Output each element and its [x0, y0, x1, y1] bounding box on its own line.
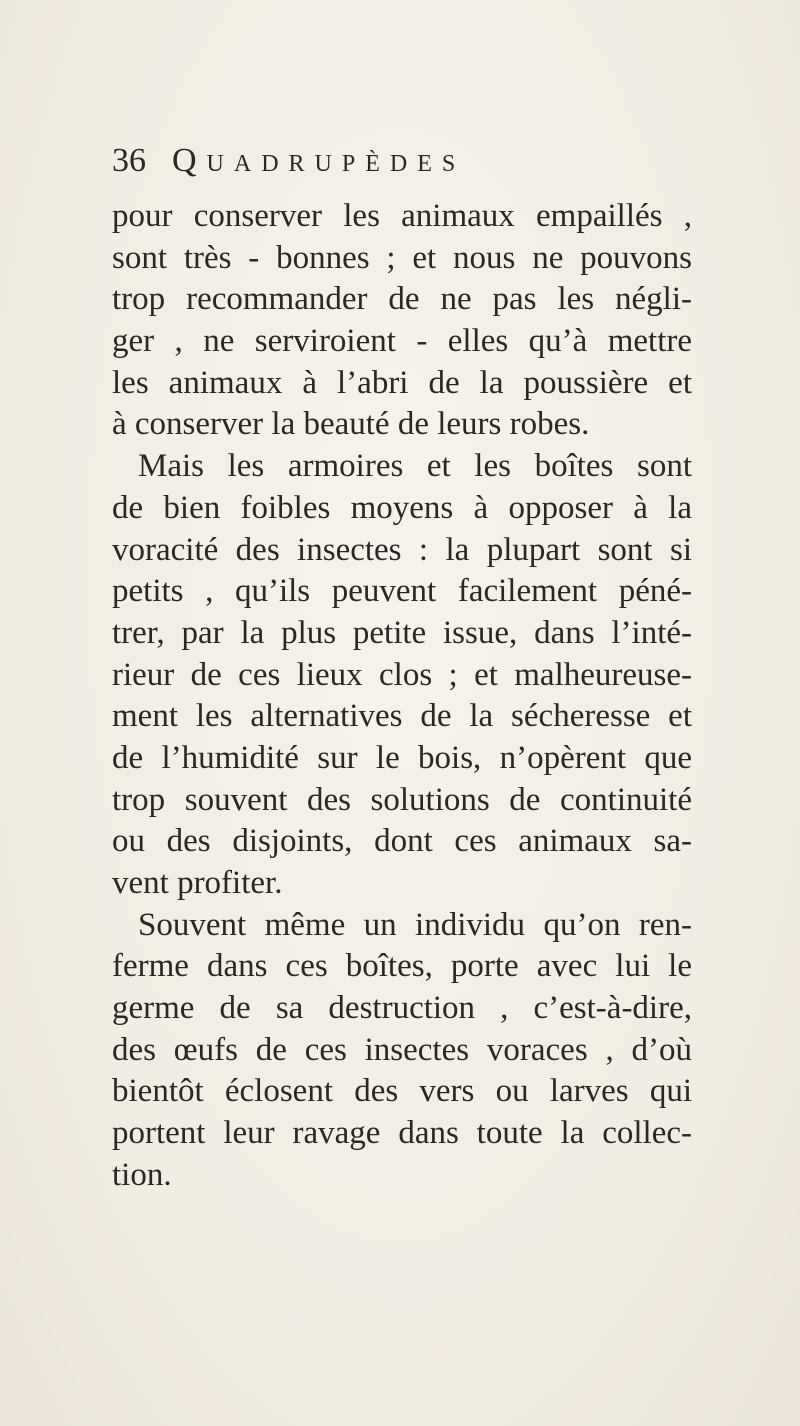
running-head	[112, 142, 712, 190]
text-line: de bien foibles moyens à opposer à la	[112, 489, 692, 526]
text-line: germe de sa destruction , c’est-à-dire,	[112, 990, 692, 1027]
text-line: bientôt éclosent des vers ou larves qui	[112, 1073, 692, 1110]
text-line: Mais les armoires et les boîtes sont	[138, 448, 692, 485]
text-line: ment les alternatives de la sécheresse et	[112, 698, 692, 735]
text-line: trop recommander de ne pas les négli-	[112, 281, 692, 318]
text-line: des œufs de ces insectes voraces , d’où	[112, 1031, 692, 1068]
text-line: les animaux à l’abri de la poussière et	[112, 364, 692, 401]
page-number: 36	[112, 142, 146, 179]
running-title: Quadrupèdes	[172, 142, 466, 179]
text-line: de l’humidité sur le bois, n’opèrent que	[112, 739, 692, 776]
text-line: ferme dans ces boîtes, porte avec lui le	[112, 948, 692, 985]
text-line: petits , qu’ils peuvent facilement péné-	[112, 573, 692, 610]
text-line: portent leur ravage dans toute la collec-	[112, 1115, 692, 1152]
text-line: ou des disjoints, dont ces animaux sa-	[112, 823, 692, 860]
text-line: voracité des insectes : la plupart sont si	[112, 531, 692, 568]
text-line: trop souvent des solutions de continuité	[112, 781, 692, 818]
text-line: trer, par la plus petite issue, dans l’inté-	[112, 614, 692, 651]
body-text	[112, 196, 692, 1197]
text-line: tion.	[112, 1156, 172, 1193]
text-line: vent profiter.	[112, 865, 283, 901]
text-line: sont très - bonnes ; et nous ne pouvons	[112, 239, 692, 276]
text-line: pour conserver les animaux empaillés ,	[112, 198, 692, 234]
text-line: ger , ne serviroient - elles qu’à mettre	[112, 323, 692, 360]
text-line: à conserver la beauté de leurs robes.	[112, 406, 590, 443]
text-line: Souvent même un individu qu’on ren-	[138, 906, 692, 943]
text-line: rieur de ces lieux clos ; et malheureuse-	[112, 656, 692, 693]
